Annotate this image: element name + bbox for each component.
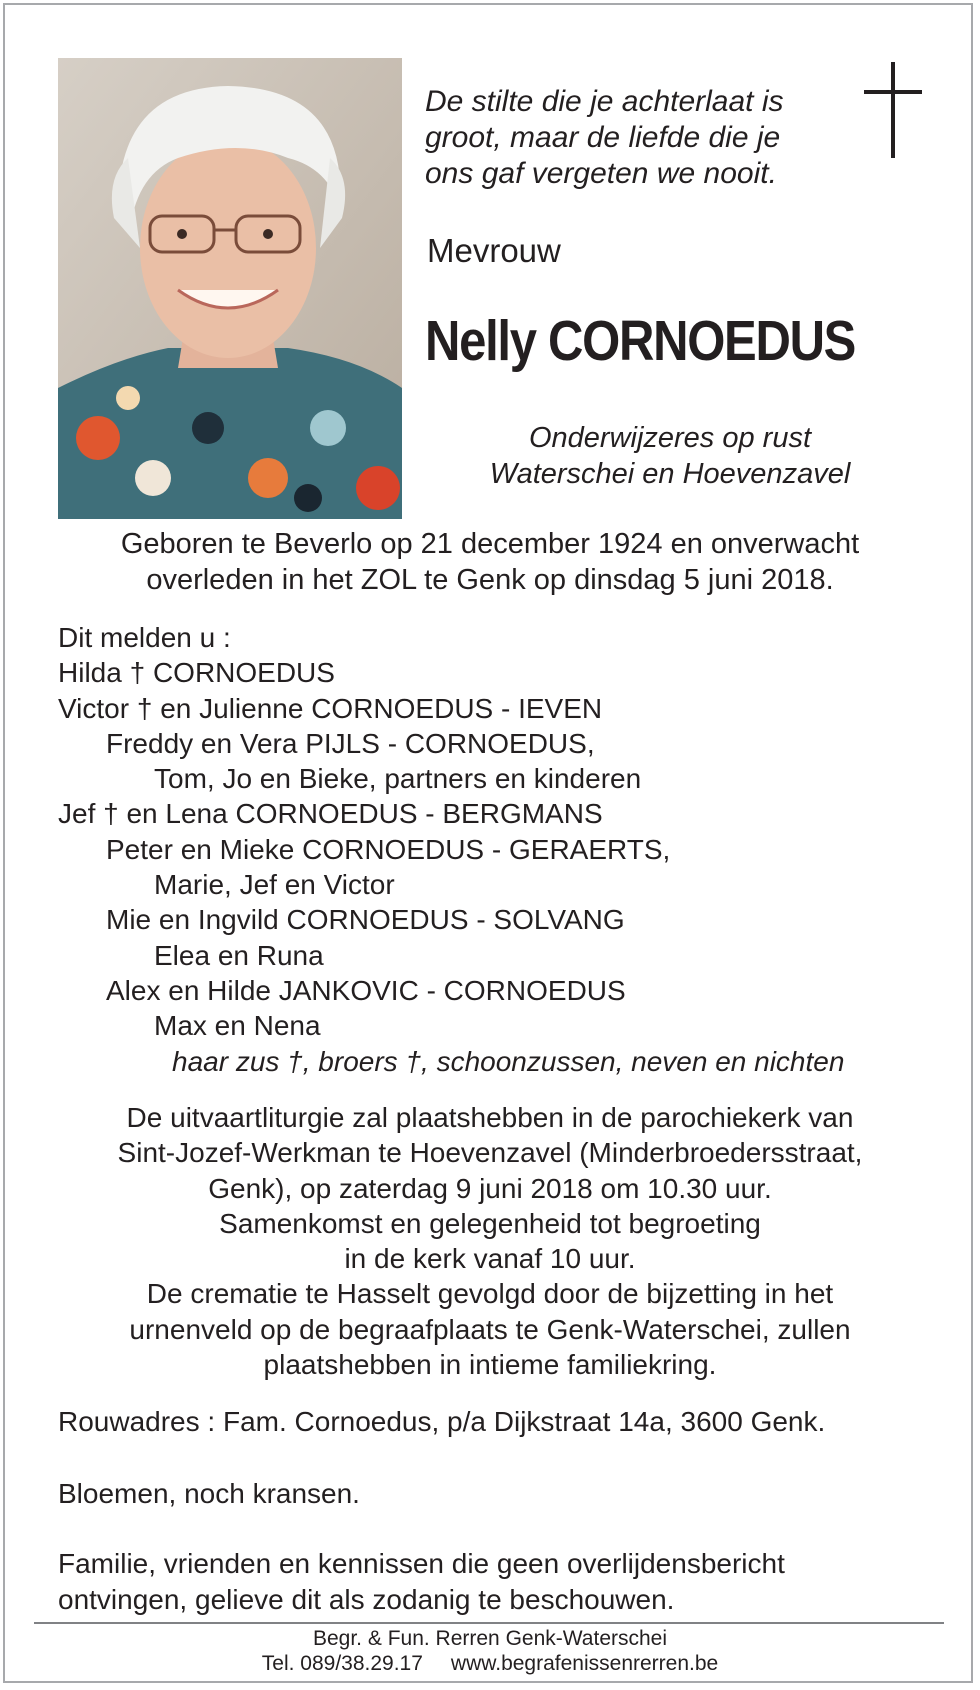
statement-line: overleden in het ZOL te Genk op dinsdag 5 juni 2018. bbox=[146, 564, 834, 596]
quote-line: De stilte die je achterlaat is bbox=[425, 85, 784, 118]
notice-statement bbox=[58, 1546, 958, 1618]
statement-line: Geboren te Beverlo op 21 december 1924 en onverwacht bbox=[120, 528, 860, 560]
family-line: Hilda † CORNOEDUS bbox=[58, 657, 335, 689]
funeral-line: Genk), op zaterdag 9 juni 2018 om 10.30 uur. bbox=[208, 1172, 772, 1204]
deceased-name: Nelly CORNOEDUS bbox=[425, 309, 856, 373]
family-line: Victor † en Julienne CORNOEDUS - IEVEN bbox=[58, 692, 603, 724]
memorial-quote bbox=[425, 84, 805, 192]
family-line: Elea en Runa bbox=[154, 939, 324, 971]
honorific: Mevrouw bbox=[427, 232, 561, 269]
occupation-line: Waterschei en Hoevenzavel bbox=[489, 458, 851, 490]
notice-line: Familie, vrienden en kennissen die geen overlijdensbericht bbox=[58, 1548, 785, 1579]
family-line: Alex en Hilde JANKOVIC - CORNOEDUS bbox=[106, 974, 626, 1006]
funeral-home-contact bbox=[40, 1651, 940, 1676]
family-line: Mie en Ingvild CORNOEDUS - SOLVANG bbox=[106, 904, 625, 936]
funeral-home-name: Begr. & Fun. Rerren Genk-Waterschei bbox=[312, 1627, 668, 1650]
occupation bbox=[440, 420, 900, 492]
funeral-line: Sint-Jozef-Werkman te Hoevenzavel (Minderbroedersstraat, bbox=[117, 1137, 863, 1169]
mourning-address: Rouwadres : Fam. Cornoedus, p/a Dijkstraat 14a, 3600 Genk. bbox=[58, 1406, 826, 1437]
funeral-home-website[interactable]: www.begrafenissenrerren.be bbox=[450, 1652, 719, 1675]
funeral-line: urnenveld op de begraafplaats te Genk-Waterschei, zullen bbox=[129, 1313, 851, 1345]
notice-line: ontvingen, gelieve dit als zodanig te beschouwen. bbox=[58, 1584, 675, 1615]
family-line: Jef † en Lena CORNOEDUS - BERGMANS bbox=[58, 798, 603, 830]
funeral-details bbox=[40, 1100, 940, 1382]
funeral-line: De crematie te Hasselt gevolgd door de bijzetting in het bbox=[146, 1278, 834, 1310]
flowers-note: Bloemen, noch kransen. bbox=[58, 1478, 360, 1509]
funeral-line: plaatshebben in intieme familiekring. bbox=[263, 1349, 717, 1381]
family-line: Dit melden u : bbox=[58, 622, 231, 653]
portrait-photo bbox=[58, 58, 402, 519]
family-line: haar zus †, broers †, schoonzussen, neven en nichten bbox=[172, 1045, 845, 1077]
birth-death-statement bbox=[40, 526, 940, 598]
family-line: Freddy en Vera PIJLS - CORNOEDUS, bbox=[106, 727, 595, 759]
family-line: Peter en Mieke CORNOEDUS - GERAERTS, bbox=[106, 833, 671, 865]
occupation-line: Onderwijzeres op rust bbox=[528, 422, 812, 454]
funeral-line: in de kerk vanaf 10 uur. bbox=[344, 1243, 636, 1275]
family-line: Tom, Jo en Bieke, partners en kinderen bbox=[154, 763, 642, 795]
family-line: Max en Nena bbox=[154, 1010, 321, 1042]
family-list bbox=[58, 620, 938, 1079]
family-line: Marie, Jef en Victor bbox=[154, 869, 395, 901]
latin-cross-icon bbox=[864, 62, 922, 165]
footer-divider bbox=[34, 1622, 944, 1624]
quote-line: ons gaf vergeten we nooit. bbox=[425, 157, 777, 190]
funeral-home-phone: Tel. 089/38.29.17 bbox=[261, 1652, 423, 1675]
funeral-line: De uitvaartliturgie zal plaatshebben in de parochiekerk van bbox=[126, 1102, 854, 1133]
funeral-line: Samenkomst en gelegenheid tot begroeting bbox=[219, 1207, 761, 1239]
quote-line: groot, maar de liefde die je bbox=[425, 121, 781, 154]
funeral-home-footer bbox=[40, 1626, 940, 1676]
